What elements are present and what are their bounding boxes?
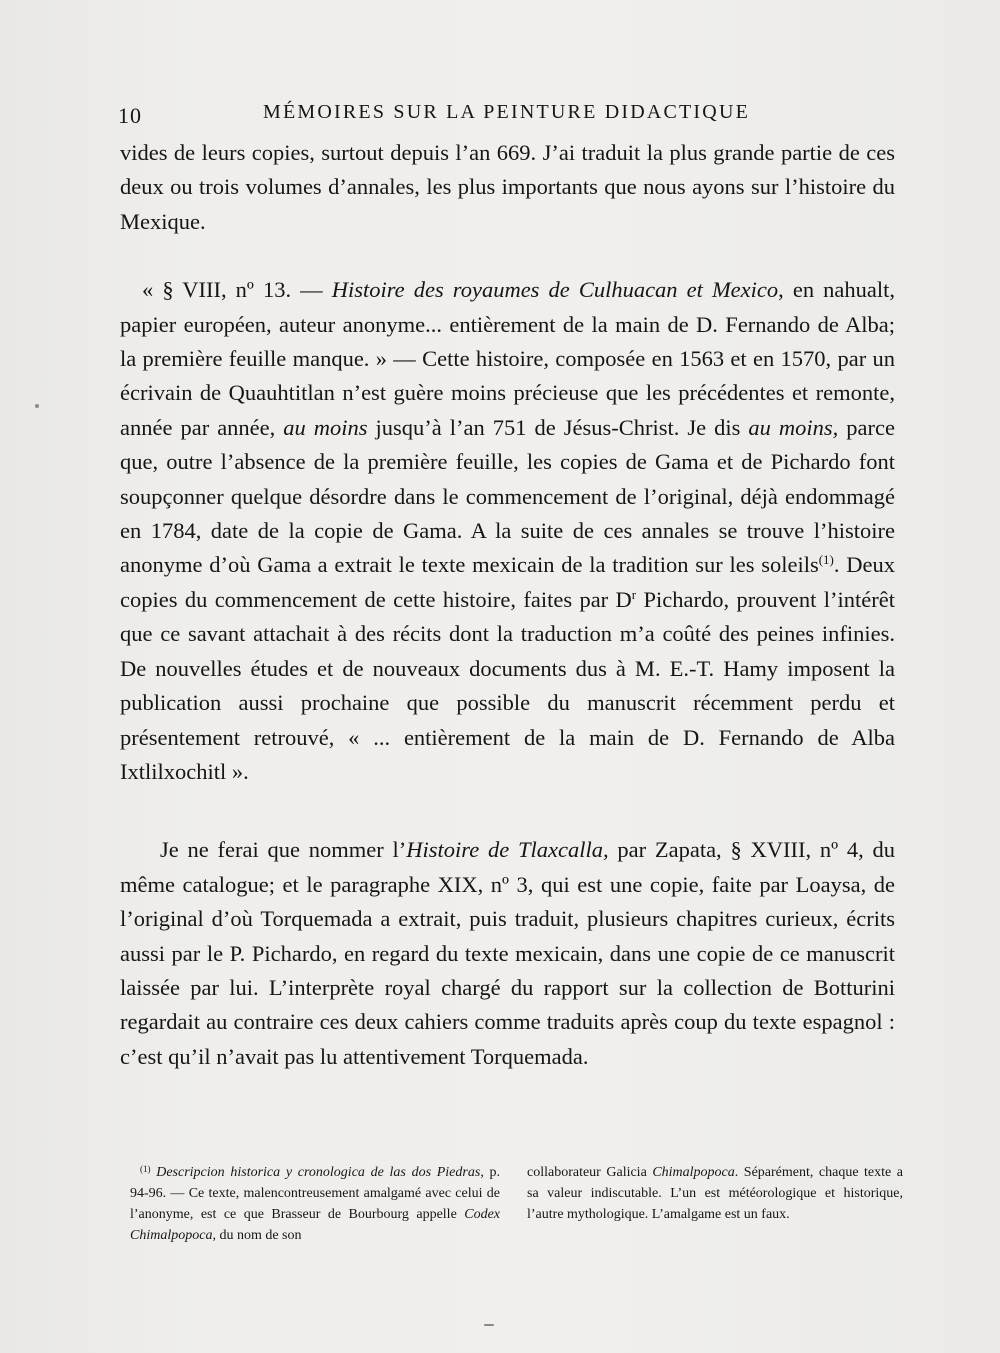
superscript-r: r [631, 586, 637, 602]
paragraph-2 [120, 273, 895, 789]
page-number: 10 [118, 103, 142, 128]
paragraph-3 [120, 823, 895, 1074]
paragraph-3-text: par Zapata, § XVIII, nº 4, du même catalogue; et le paragraphe XIX, nº 3, qui est une copie, faite par Loaysa, de l’original d’où Torquemada a extrait, puis traduit, plusieurs chapitres curieux, écrits aussi par le P. Pichardo, en regard du texte mexicain, dans une copie de ce manuscrit laissée par lui. L’interprète royal chargé du rapport sur la collection de Botturini regardait au contraire ces deux cahiers comme traduits après coup du texte espagnol : c’est qu’il n’avait pas lu attentivement Torquemada. [120, 837, 895, 1069]
paragraph-2-text: Pichardo, prouvent l’intérêt que ce savant attachait à des récits dont la traduction m’a coûté des peines infinies. De nouvelles études et de nouveaux documents dus à M. E.-T. Hamy imposent la publication aussi prochaine que possible du manuscrit récemment perdu et présentement retrouvé, « ... entièrement de la main de D. Fernando de Alba Ixtlilxochitl ». [120, 586, 895, 784]
footnote-text: , du nom de son [212, 1228, 302, 1243]
footnote-left-column [130, 1162, 500, 1246]
footnote-text: collaborateur Galicia [527, 1165, 653, 1180]
footnote-italic: Descripcion historica y cronologica de las dos Piedras [156, 1165, 481, 1180]
italic-au-moins: au moins [283, 414, 368, 440]
italic-au-moins: au moins, [748, 414, 839, 440]
footnote-text: , p. 94-96. — Ce texte, malencontreusement amalgamé avec celui de l’anonyme, est ce que Brasseur de Bourbourg appelle [130, 1165, 501, 1222]
footnotes [130, 1162, 903, 1252]
running-head [118, 97, 748, 131]
footnote-italic: Chimalpopoca [652, 1165, 735, 1180]
paragraph-2-text: « § VIII, nº 13. — [142, 277, 332, 303]
paragraph-3-text: Je ne ferai que nommer l’ [160, 837, 407, 863]
footnote-marker: (1) [140, 1164, 151, 1174]
italic-title-culhuacan: Histoire des royaumes de Culhuacan et Mexico [331, 277, 779, 303]
ink-speck [35, 404, 39, 408]
body-text [120, 136, 895, 1074]
paragraph-1: vides de leurs copies, surtout depuis l’an 669. J’ai traduit la plus grande partie de ces deux ou trois volumes d’annales, les plus importants que nous ayons sur l’histoire du Mexique. [120, 140, 895, 234]
footnote-reference: (1) [818, 552, 834, 568]
ink-speck [484, 1324, 494, 1326]
paragraph-2-text: . Deux copies du commencement de cette histoire, faites par D [120, 552, 895, 612]
italic-title-tlaxcalla: Histoire de Tlaxcalla, [406, 837, 609, 863]
footnote-italic: Codex Chimalpopoca [130, 1207, 500, 1243]
paragraph-2-text: jusqu’à l’an 751 de Jésus-Christ. Je dis [367, 414, 749, 440]
running-title: MÉMOIRES SUR LA PEINTURE DIDACTIQUE [263, 101, 750, 123]
footnote-right-column [527, 1162, 903, 1225]
paragraph-2-text: parce que, outre l’absence de la première feuille, les copies de Gama et de Pichardo font soupçonner quelque désordre dans le commencement de l’original, déjà endommagé en 1784, date de la copie de Gama. A la suite de ces annales se trouve l’histoire anonyme d’où Gama a extrait le texte mexicain de la tradition sur les soleils [120, 414, 895, 578]
footnote-text: . Séparément, chaque texte a sa valeur indiscutable. L’un est météorologique et historique, l’autre mythologique. L’amalgame est un faux. [527, 1165, 903, 1222]
paragraph-2-text: , en nahualt, papier européen, auteur anonyme... entièrement de la main de D. Fernando de Alba; la première feuille manque. » — Cette histoire, composée en 1563 et en 1570, par un écrivain de Quauhtitlan n’est guère moins précieuse que les précédentes et remonte, année par année, [120, 277, 896, 440]
